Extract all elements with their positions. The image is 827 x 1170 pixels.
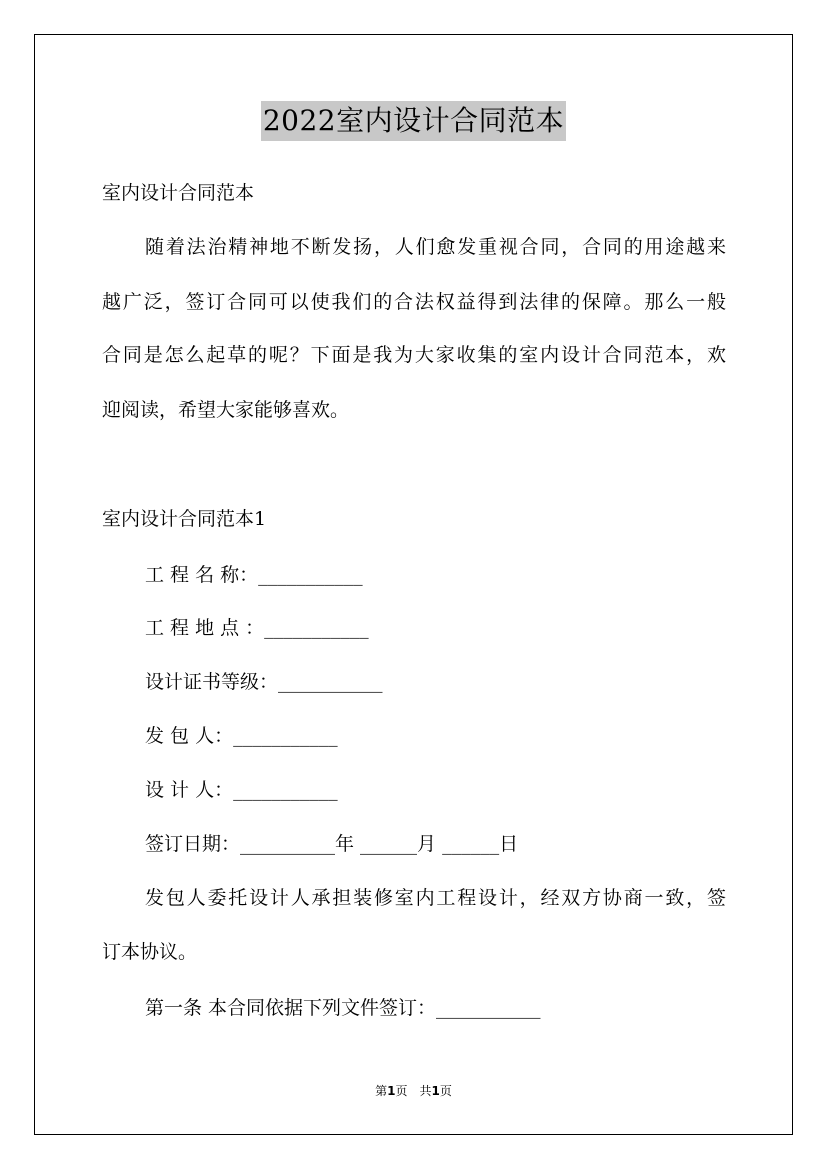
- section-heading: 室内设计合同范本1: [102, 508, 267, 530]
- footer-page-suffix: 页: [395, 1084, 408, 1098]
- document-subtitle: 室内设计合同范本: [102, 182, 255, 204]
- footer-total-suffix: 页: [439, 1084, 452, 1098]
- intro-line-2: 越广泛，签订合同可以使我们的合法权益得到法律的保障。那么一般: [102, 291, 726, 313]
- field-project-location: 工 程 地 点 ：___________: [145, 617, 369, 639]
- paragraph-1-line-2: 订本协议。: [102, 941, 198, 963]
- page-footer: [0, 1082, 827, 1100]
- field-designer: 设 计 人：___________: [145, 779, 338, 801]
- footer-page-prefix: 第: [375, 1084, 388, 1098]
- footer-total-number: 1: [431, 1084, 440, 1098]
- intro-line-1: 随着法治精神地不断发扬，人们愈发重视合同，合同的用途越来: [145, 236, 726, 258]
- footer-total-prefix: 共: [419, 1084, 432, 1098]
- title-block: [0, 101, 827, 141]
- field-certificate-grade: 设计证书等级：___________: [145, 671, 383, 693]
- field-sign-date: 签订日期：__________年 ______月 ______日: [145, 833, 519, 855]
- footer-page-number: 1: [387, 1084, 396, 1098]
- field-project-name: 工 程 名 称：___________: [145, 564, 363, 586]
- document-title: 2022室内设计合同范本: [261, 101, 566, 141]
- intro-line-3: 合同是怎么起草的呢？下面是我为大家收集的室内设计合同范本，欢: [102, 344, 726, 366]
- field-contractor: 发 包 人：___________: [145, 725, 338, 747]
- article-1: 第一条 本合同依据下列文件签订：___________: [145, 997, 541, 1019]
- intro-line-4: 迎阅读，希望大家能够喜欢。: [102, 399, 350, 421]
- paragraph-1-line-1: 发包人委托设计人承担装修室内工程设计，经双方协商一致，签: [145, 887, 726, 909]
